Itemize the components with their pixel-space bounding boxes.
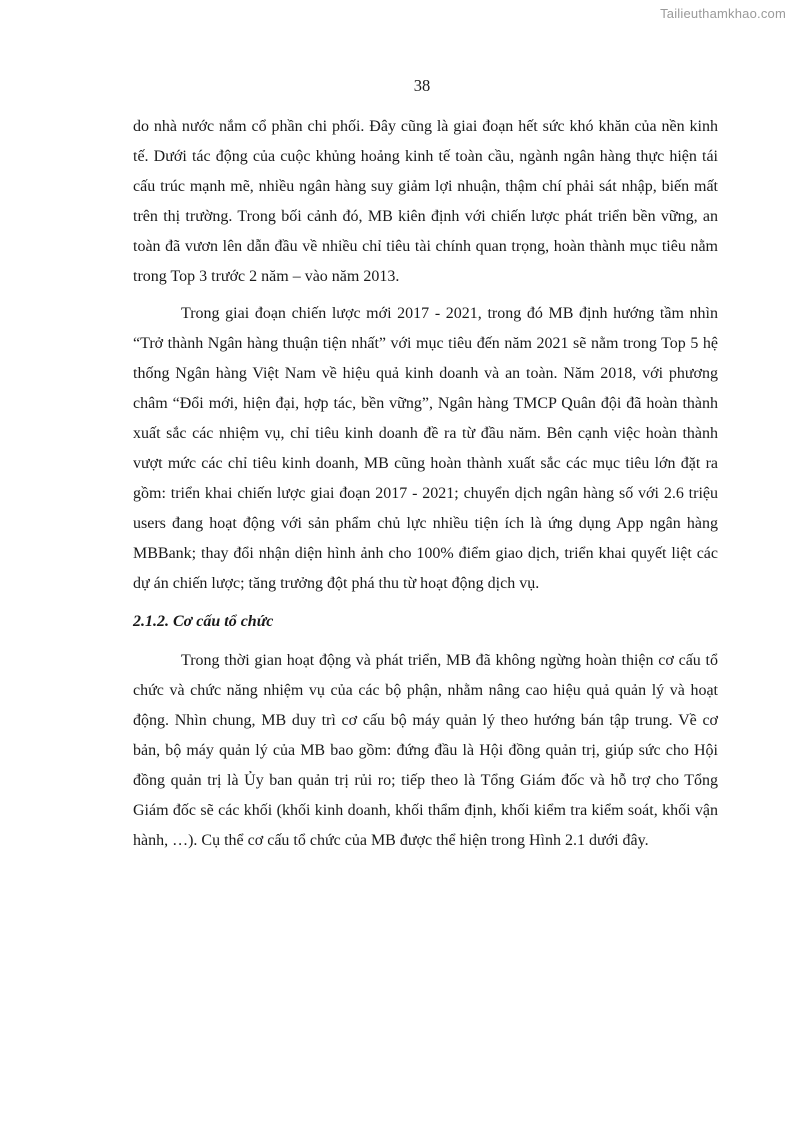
paragraph-strategy: Trong giai đoạn chiến lược mới 2017 - 2021, trong đó MB định hướng tầm nhìn “Trở thành Ngân hàng thuận tiện nhất” với mục tiêu đến năm 2021 sẽ nằm trong Top 5 hệ thống Ngân hàng Việt Nam về hiệu quả kinh doanh và an toàn. Năm 2018, với phương châm “Đổi mới, hiện đại, hợp tác, bền vững”, Ngân hàng TMCP Quân đội đã hoàn thành xuất sắc các nhiệm vụ, chỉ tiêu kinh doanh đề ra từ đầu năm. Bên cạnh việc hoàn thành vượt mức các chỉ tiêu kinh doanh, MB cũng hoàn thành xuất sắc các mục tiêu lớn đặt ra gồm: triển khai chiến lược giai đoạn 2017 - 2021; chuyển dịch ngân hàng số với 2.6 triệu users đang hoạt động với sản phẩm chủ lực nhiều tiện ích là ứng dụng App ngân hàng MBBank; thay đổi nhận diện hình ảnh cho 100% điểm giao dịch, triển khai quyết liệt các dự án chiến lược; tăng trưởng đột phá thu từ hoạt động dịch vụ.: [133, 305, 718, 592]
paragraph-organization: Trong thời gian hoạt động và phát triển, MB đã không ngừng hoàn thiện cơ cấu tổ chức và chức năng nhiệm vụ của các bộ phận, nhằm nâng cao hiệu quả quản lý và hoạt động. Nhìn chung, MB duy trì cơ cấu bộ máy quản lý theo hướng bán tập trung. Về cơ bản, bộ máy quản lý của MB bao gồm: đứng đầu là Hội đồng quản trị, giúp sức cho Hội đồng quản trị là Ủy ban quản trị rủi ro; tiếp theo là Tổng Giám đốc và hỗ trợ cho Tổng Giám đốc sẽ các khối (khối kinh doanh, khối thẩm định, khối kiểm tra kiểm soát, khối vận hành, …). Cụ thể cơ cấu tổ chức của MB được thể hiện trong Hình 2.1 dưới đây.: [133, 652, 718, 849]
document-body: [133, 112, 718, 864]
paragraph-continuation: do nhà nước nắm cổ phần chi phối. Đây cũng là giai đoạn hết sức khó khăn của nền kinh tế. Dưới tác động của cuộc khủng hoảng kinh tế toàn cầu, ngành ngân hàng thực hiện tái cấu trúc mạnh mẽ, nhiều ngân hàng suy giảm lợi nhuận, thậm chí phải sát nhập, biến mất trên thị trường. Trong bối cảnh đó, MB kiên định với chiến lược phát triển bền vững, an toàn đã vươn lên dẫn đầu về nhiều chỉ tiêu tài chính quan trọng, hoàn thành mục tiêu nằm trong Top 3 trước 2 năm – vào năm 2013.: [133, 118, 718, 285]
section-heading: 2.1.2. Cơ cấu tổ chức: [133, 612, 274, 630]
watermark: Tailieuthamkhao.com: [660, 6, 786, 21]
page-number: 38: [413, 76, 431, 95]
